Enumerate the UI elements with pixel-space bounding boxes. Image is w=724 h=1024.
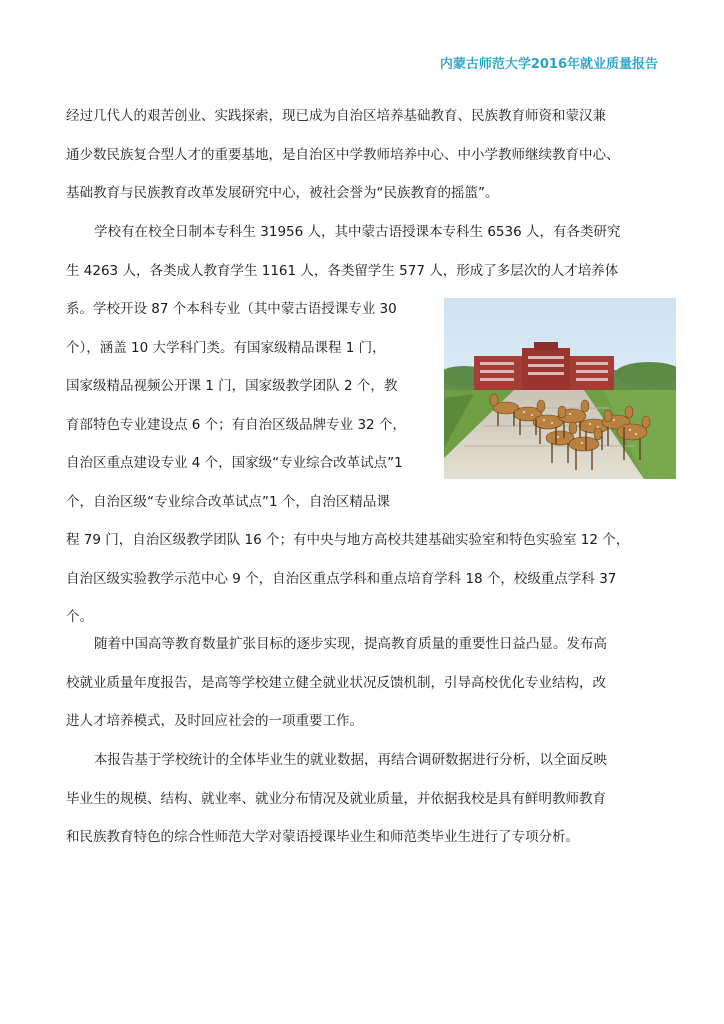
text-line: 通少数民族复合型人才的重要基地，是自治区中学教师培养中心、中小学教师继续教育中心、 bbox=[66, 146, 620, 163]
text-line: 进人才培养模式，及时回应社会的一项重要工作。 bbox=[66, 713, 363, 729]
text-line: 个，自治区级“专业综合改革试点”1 个，自治区精品课 bbox=[66, 493, 390, 510]
text-line: 随着中国高等教育数量扩张目标的逐步实现，提高教育质量的重要性日益凸显。发布高 bbox=[94, 636, 607, 652]
text-line: 自治区级实验教学示范中心 9 个，自治区重点学科和重点培育学科 18 个，校级重点学科 37 bbox=[66, 570, 617, 587]
text-line: 本报告基于学校统计的全体毕业生的就业数据，再结合调研数据进行分析，以全面反映 bbox=[94, 752, 607, 768]
text-line: 基础教育与民族教育改革发展研究中心，被社会誉为“民族教育的摇篮”。 bbox=[66, 185, 499, 201]
paragraph-background bbox=[66, 625, 672, 741]
text-line: 育部特色专业建设点 6 个；有自治区级品牌专业 32 个， bbox=[66, 416, 406, 433]
campus-deer-photo bbox=[444, 298, 676, 479]
paragraph-report-scope bbox=[66, 741, 672, 857]
text-line: 生 4263 人，各类成人教育学生 1161 人，各类留学生 577 人，形成了多层次的人才培养体 bbox=[66, 262, 619, 279]
text-line: 经过几代人的艰苦创业、实践探索，现已成为自治区培养基础教育、民族教育师资和蒙汉兼 bbox=[66, 108, 606, 124]
page-header-title: 内蒙古师范大学2016年就业质量报告 bbox=[439, 57, 658, 72]
text-line: 校就业质量年度报告，是高等学校建立健全就业状况反馈机制，引导高校优化专业结构，改 bbox=[66, 674, 606, 691]
text-line: 个），涵盖 10 大学科门类。有国家级精品课程 1 门， bbox=[66, 339, 386, 356]
paragraph-history bbox=[66, 97, 672, 213]
text-line: 毕业生的规模、结构、就业率、就业分布情况及就业质量，并依据我校是具有鲜明教师教育 bbox=[66, 790, 606, 807]
text-line: 和民族教育特色的综合性师范大学对蒙语授课毕业生和师范类毕业生进行了专项分析。 bbox=[66, 829, 579, 845]
text-line: 系。学校开设 87 个本科专业（其中蒙古语授课专业 30 bbox=[66, 301, 397, 317]
text-line: 自治区重点建设专业 4 个，国家级“专业综合改革试点”1 bbox=[66, 455, 403, 471]
text-line: 个。 bbox=[66, 609, 93, 625]
text-line: 学校有在校全日制本专科生 31956 人，其中蒙古语授课本专科生 6536 人，有各类研究 bbox=[94, 224, 621, 240]
text-line: 国家级精品视频公开课 1 门，国家级教学团队 2 个，教 bbox=[66, 378, 398, 394]
text-line: 程 79 门，自治区级教学团队 16 个；有中央与地方高校共建基础实验室和特色实验室 12 个， bbox=[66, 532, 630, 548]
